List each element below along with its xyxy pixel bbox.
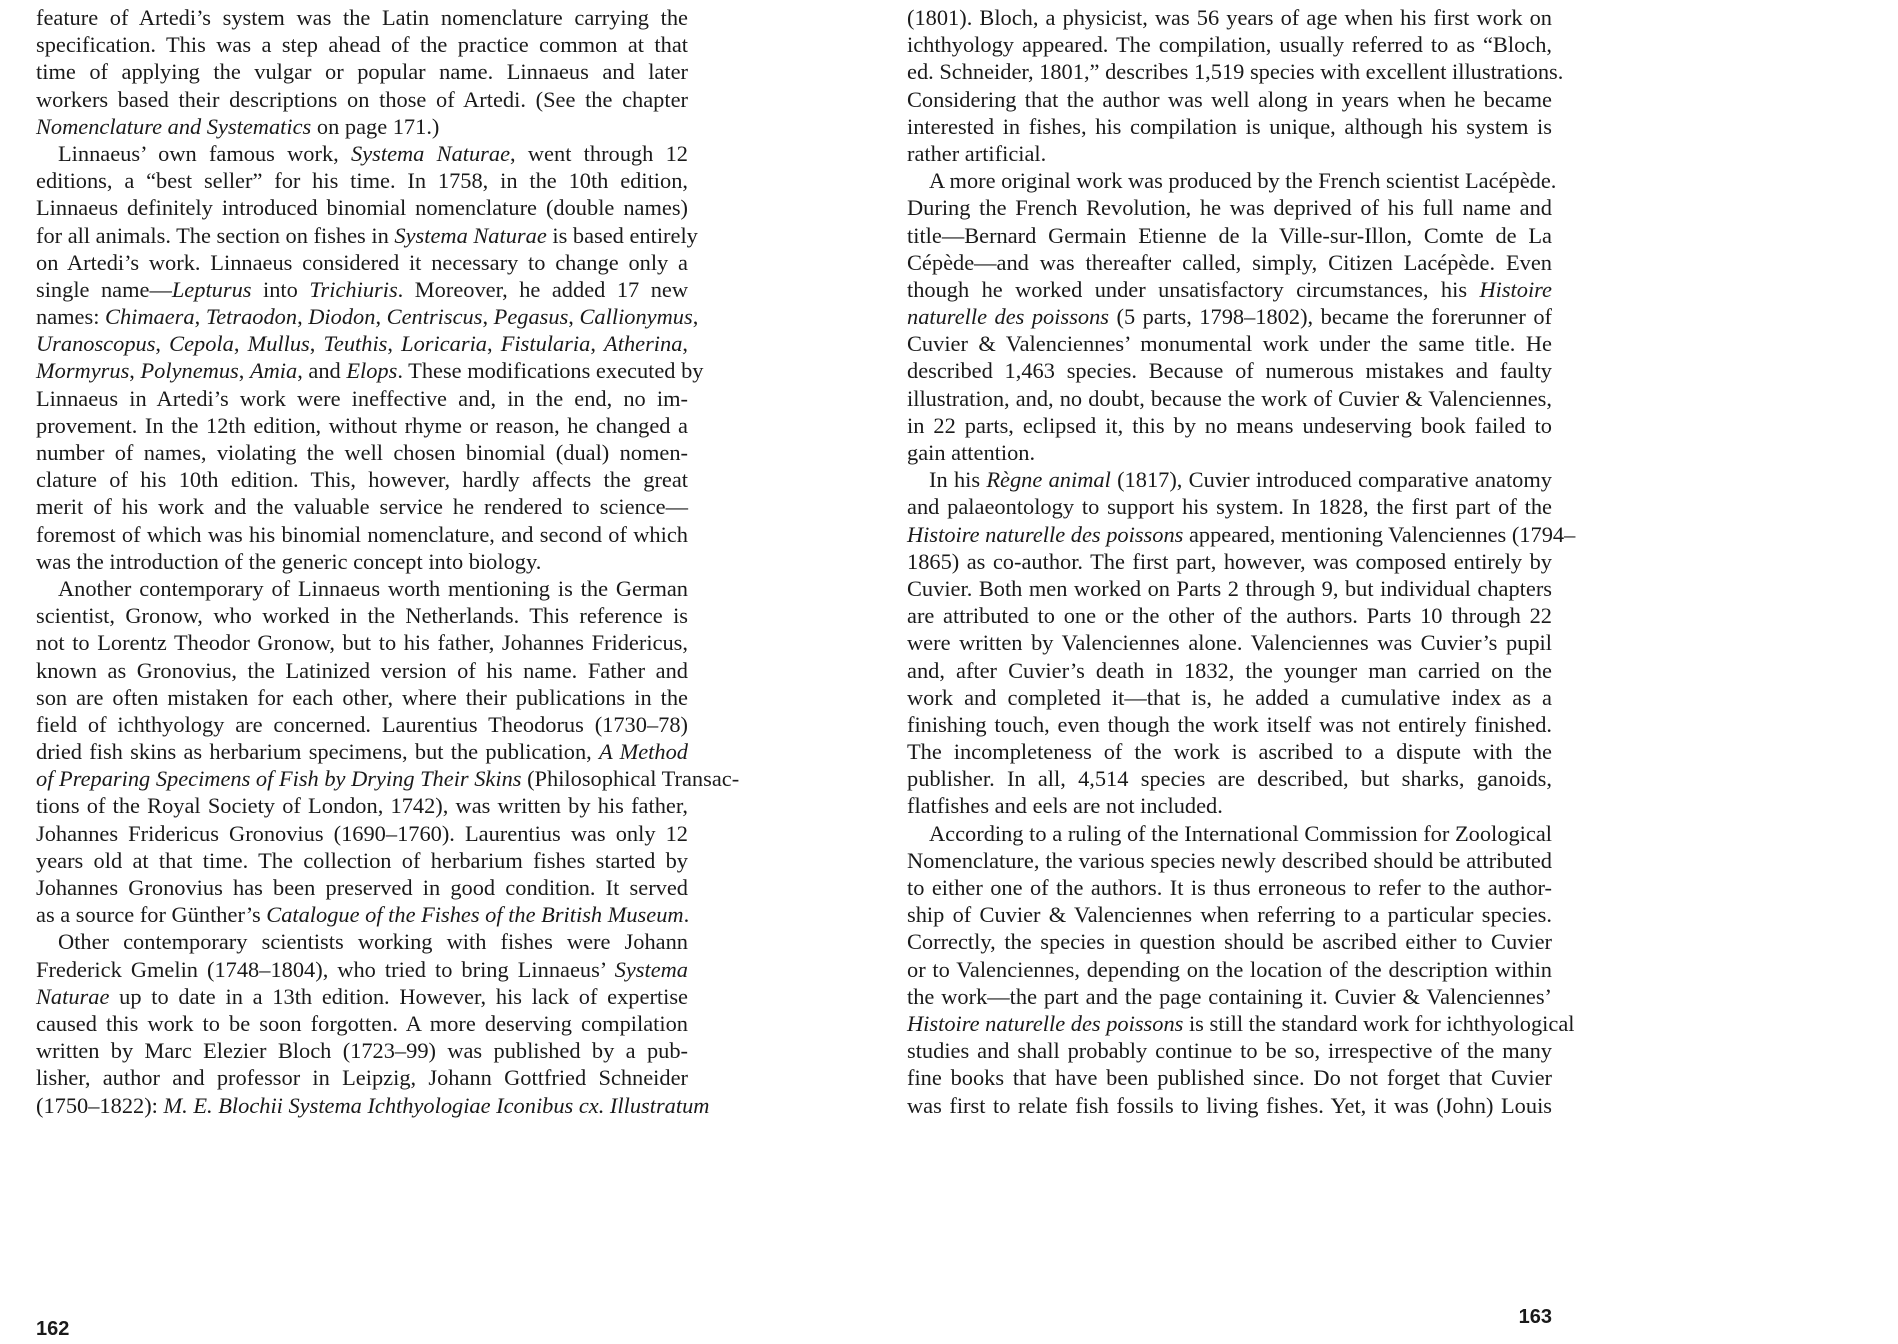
text-run: (1817), Cuvier introduced comparative anatomy — [1110, 467, 1552, 493]
italic-title: naturelle des poissons — [907, 304, 1110, 330]
italic-title: A Method — [599, 739, 688, 765]
text-run: , — [309, 331, 324, 357]
text-line: or to Valenciennes, depending on the location of the description within — [907, 956, 1552, 982]
text-line — [36, 276, 688, 303]
text-line — [907, 276, 1552, 303]
page-number-right: 163 — [1518, 1306, 1552, 1328]
text-line: described 1,463 species. Because of numerous mistakes and faulty — [907, 358, 1552, 384]
text-run: , — [375, 304, 387, 330]
page-number-left: 162 — [36, 1318, 70, 1340]
text-line: fine books that have been published since. Do not forget that Cuvier — [907, 1065, 1552, 1091]
text-line: Cuvier. Both men worked on Parts 2 through 9, but individual chapters — [907, 575, 1552, 601]
italic-title: Nomenclature and Systematics — [36, 113, 312, 139]
italic-title: Mullus — [247, 331, 310, 357]
text-line: and palaeontology to support his system. In 1828, the first part of the — [907, 494, 1552, 520]
text-run: , — [482, 304, 494, 330]
text-line: Nomenclature, the various species newly described should be attributed — [907, 847, 1552, 873]
text-line: to either one of the authors. It is thus erroneous to refer to the author- — [907, 875, 1552, 900]
text-line: Cuvier & Valenciennes’ monumental work under the same title. He — [907, 331, 1552, 357]
text-run: up to date in a 13th edition. However, his lack of expertise — [109, 983, 688, 1009]
text-line: illustration, and, no doubt, because the work of Cuvier & Valenciennes, — [907, 385, 1552, 411]
italic-title: Histoire naturelle des poissons — [907, 521, 1184, 547]
italic-title: Diodon — [308, 304, 376, 330]
text-run: though he worked under unsatisfactory circumstances, his — [907, 276, 1480, 302]
italic-title: Histoire — [1479, 276, 1552, 302]
text-line — [36, 983, 688, 1010]
text-run: for all animals. The section on fishes in — [36, 222, 395, 248]
text-line: Linnaeus in Artedi’s work were ineffective and, in the end, no im- — [36, 385, 688, 411]
text-line: son are often mistaken for each other, where their publications in the — [36, 684, 688, 710]
text-run: . — [683, 902, 690, 928]
text-line: merit of his work and the valuable service he rendered to science— — [36, 494, 688, 520]
italic-title: M. E. Blochii Systema Ichthyologiae Iconibus cx. Illustratum — [163, 1092, 710, 1118]
text-line: feature of Artedi’s system was the Latin nomenclature carrying the — [36, 5, 688, 30]
text-line: Correctly, the species in question should be ascribed either to Cuvier — [907, 929, 1552, 955]
text-line: not to Lorentz Theodor Gronow, but to his father, Johannes Fridericus, — [36, 630, 688, 656]
text-run: (5 parts, 1798–1802), became the forerunner of — [1109, 304, 1552, 330]
text-run: Frederick Gmelin (1748–1804), who tried to bring Linnaeus’ — [36, 956, 615, 982]
italic-title: Naturae — [36, 983, 110, 1009]
text-run: , — [692, 304, 699, 330]
text-run: , — [590, 331, 605, 357]
text-line — [36, 901, 688, 928]
text-line: years old at that time. The collection of herbarium fishes started by — [36, 847, 688, 873]
italic-title: Mormyrus — [36, 358, 130, 384]
left-page-body — [36, 4, 740, 1119]
italic-title: Trichiuris — [309, 276, 398, 302]
text-line — [907, 466, 1552, 493]
text-run: appeared, mentioning Valenciennes (1794– — [1183, 521, 1576, 547]
text-run: dried fish skins as herbarium specimens, but the publication, — [36, 739, 600, 765]
text-run: , — [682, 331, 689, 357]
italic-title: Loricaria — [401, 331, 487, 357]
text-line — [36, 113, 688, 140]
text-run: names: — [36, 304, 106, 330]
text-line: provement. In the 12th edition, without rhyme or reason, he changed a — [36, 412, 688, 438]
text-line: known as Gronovius, the Latinized version of his name. Father and — [36, 657, 688, 683]
italic-title: of Preparing Specimens of Fish by Drying Their Skins — [36, 766, 522, 792]
text-line: publisher. In all, 4,514 species are described, but sharks, ganoids, — [907, 766, 1552, 792]
text-line: The incompleteness of the work is ascribed to a dispute with the — [907, 739, 1552, 765]
text-line: and, after Cuvier’s death in 1832, the younger man carried on the — [907, 657, 1552, 683]
text-line: Another contemporary of Linnaeus worth mentioning is the German — [58, 575, 688, 601]
italic-title: Uranoscopus — [36, 331, 156, 357]
text-line: in 22 parts, eclipsed it, this by no means undeserving book failed to — [907, 412, 1552, 438]
text-line: the work—the part and the page containing it. Cuvier & Valenciennes’ — [907, 983, 1552, 1009]
italic-title: Polynemus — [140, 358, 239, 384]
text-line — [907, 303, 1552, 330]
text-line: Other contemporary scientists working with fishes were Johann — [58, 929, 688, 955]
text-run: , went through 12 — [510, 140, 688, 166]
text-line — [907, 1010, 1575, 1037]
text-run: is still the standard work for ichthyological — [1183, 1010, 1575, 1036]
text-line: title—Bernard Germain Etienne de la Ville-sur-Illon, Comte de La — [907, 222, 1552, 248]
text-line: ichthyology appeared. The compilation, usually referred to as “Bloch, — [907, 32, 1552, 58]
text-line: time of applying the vulgar or popular name. Linnaeus and later — [36, 59, 688, 85]
text-line — [36, 357, 704, 384]
text-run: , — [194, 304, 206, 330]
text-run: , — [487, 331, 501, 357]
text-line: was the introduction of the generic concept into biology. — [36, 548, 542, 574]
text-run: into — [251, 276, 310, 302]
text-line: During the French Revolution, he was deprived of his full name and — [907, 195, 1552, 221]
text-line — [36, 222, 698, 249]
text-run: (1750–1822): — [36, 1092, 164, 1118]
text-run: In his — [929, 467, 987, 493]
text-run: as a source for Günther’s — [36, 902, 267, 928]
text-line: number of names, violating the well chosen binomial (dual) nomen- — [36, 440, 688, 465]
text-line: work and completed it—that is, he added a cumulative index as a — [907, 684, 1552, 710]
italic-title: Systema Naturae — [394, 222, 547, 248]
text-line: gain attention. — [907, 440, 1036, 465]
text-line: written by Marc Elezier Bloch (1723–99) was published by a pub- — [36, 1038, 688, 1064]
italic-title: Catalogue of the Fishes of the British Museum — [266, 902, 684, 928]
right-page-body — [907, 4, 1576, 1119]
text-run: . Moreover, he added 17 new — [397, 276, 689, 302]
text-line: interested in fishes, his compilation is unique, although his system is — [907, 113, 1552, 139]
text-line: was first to relate fish fossils to living fishes. Yet, it was (John) Louis — [907, 1092, 1552, 1118]
text-run: , — [129, 358, 141, 384]
text-run: , — [155, 331, 170, 357]
text-line: are attributed to one or the other of the authors. Parts 10 through 22 — [907, 603, 1552, 629]
text-line — [36, 140, 688, 167]
italic-title: Amia — [249, 358, 298, 384]
text-run: , and — [297, 358, 347, 384]
italic-title: Règne animal — [986, 467, 1111, 493]
italic-title: Systema Naturae — [351, 140, 511, 166]
text-line: ed. Schneider, 1801,” describes 1,519 species with excellent illustrations. — [907, 59, 1564, 85]
text-run: , — [387, 331, 402, 357]
text-line — [36, 738, 688, 765]
text-line: 1865) as co-author. The first part, however, was composed entirely by — [907, 548, 1552, 574]
text-line: on Artedi’s work. Linnaeus considered it necessary to change only a — [36, 249, 688, 275]
text-line: rather artificial. — [907, 140, 1047, 166]
text-run: . These modifications executed by — [397, 358, 704, 384]
text-line: were written by Valenciennes alone. Valenciennes was Cuvier’s pupil — [907, 630, 1552, 656]
text-line: A more original work was produced by the French scientist Lacépède. — [929, 168, 1557, 194]
italic-title: Systema — [614, 956, 688, 982]
text-line: Cépède—and was thereafter called, simply, Citizen Lacépède. Even — [907, 249, 1552, 275]
italic-title: Chimaera — [105, 304, 195, 330]
text-line: flatfishes and eels are not included. — [907, 793, 1223, 819]
text-run: is based entirely — [546, 222, 698, 248]
text-line: Johannes Gronovius has been preserved in good condition. It served — [36, 875, 688, 900]
italic-title: Tetraodon — [205, 304, 298, 330]
text-run: , — [233, 331, 248, 357]
italic-title: Histoire naturelle des poissons — [907, 1010, 1184, 1036]
text-run: on page 171.) — [311, 113, 440, 139]
text-line: foremost of which was his binomial nomenclature, and second of which — [36, 521, 688, 547]
text-line: Linnaeus definitely introduced binomial nomenclature (double names) — [36, 195, 688, 221]
text-line: clature of his 10th edition. This, however, hardly affects the great — [36, 467, 688, 493]
text-line — [36, 956, 688, 983]
text-line: studies and shall probably continue to be so, irrespective of the many — [907, 1038, 1552, 1064]
text-run: single name— — [36, 276, 172, 302]
text-run: , — [568, 304, 580, 330]
italic-title: Centriscus — [386, 304, 483, 330]
italic-title: Callionymus — [579, 304, 693, 330]
text-line: According to a ruling of the International Commission for Zoological — [929, 820, 1552, 846]
text-line: tions of the Royal Society of London, 1742), was written by his father, — [36, 793, 688, 819]
text-line: finishing touch, even though the work itself was not entirely finished. — [907, 711, 1552, 737]
text-line: field of ichthyology are concerned. Laurentius Theodorus (1730–78) — [36, 711, 688, 737]
text-line: specification. This was a step ahead of the practice common at that — [36, 32, 688, 58]
italic-title: Teuthis — [323, 331, 388, 357]
italic-title: Cepola — [169, 331, 234, 357]
text-line: workers based their descriptions on those of Artedi. (See the chapter — [36, 86, 688, 112]
italic-title: Elops — [346, 358, 398, 384]
text-line — [36, 765, 740, 792]
text-line — [36, 1092, 710, 1119]
text-line — [36, 330, 688, 357]
text-line — [36, 303, 699, 330]
italic-title: Fistularia — [500, 331, 591, 357]
text-line — [907, 521, 1576, 548]
text-line: Considering that the author was well along in years when he became — [907, 86, 1552, 112]
text-run: , — [238, 358, 250, 384]
text-run: , — [297, 304, 309, 330]
text-line: lisher, author and professor in Leipzig, Johann Gottfried Schneider — [36, 1065, 688, 1091]
text-line: caused this work to be soon forgotten. A more deserving compilation — [36, 1010, 688, 1036]
italic-title: Atherina — [604, 331, 683, 357]
italic-title: Lepturus — [171, 276, 252, 302]
text-line: (1801). Bloch, a physicist, was 56 years of age when his first work on — [907, 5, 1552, 30]
text-run: Linnaeus’ own famous work, — [58, 140, 351, 166]
text-line: scientist, Gronow, who worked in the Netherlands. This reference is — [36, 603, 688, 629]
text-line: Johannes Fridericus Gronovius (1690–1760). Laurentius was only 12 — [36, 820, 688, 846]
text-line: ship of Cuvier & Valenciennes when referring to a particular species. — [907, 902, 1552, 928]
text-run: (Philosophical Transac- — [521, 766, 740, 792]
italic-title: Pegasus — [493, 304, 569, 330]
text-line: editions, a “best seller” for his time. In 1758, in the 10th edition, — [36, 168, 688, 194]
